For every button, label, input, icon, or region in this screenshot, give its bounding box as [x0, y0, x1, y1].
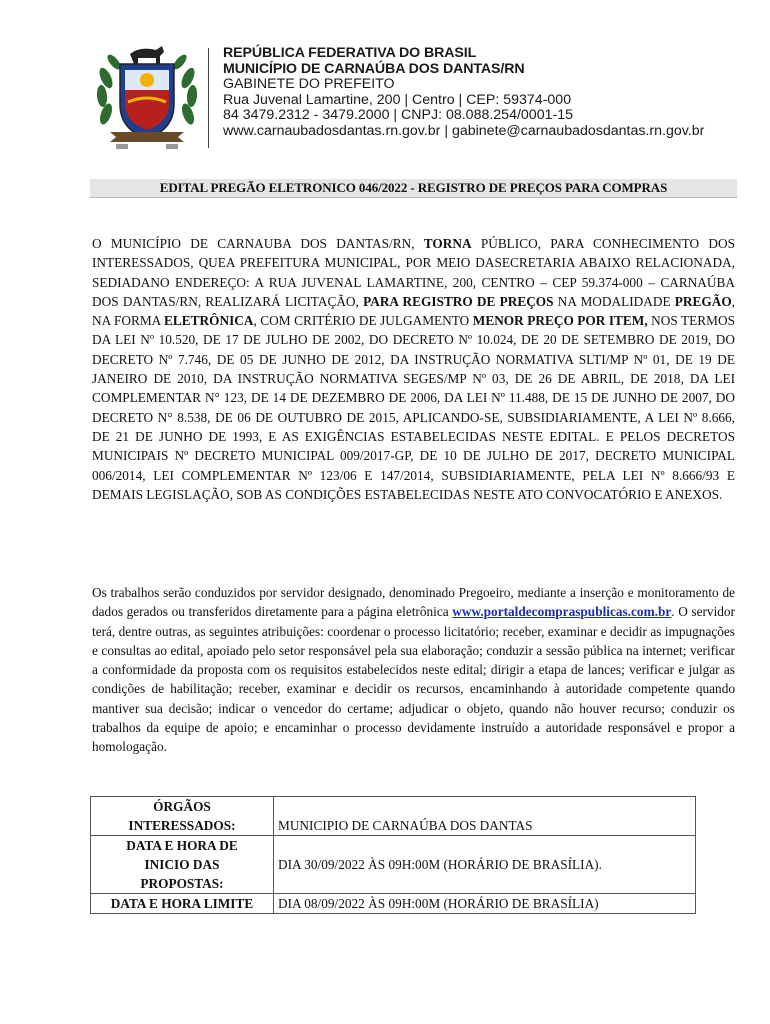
header-text [223, 46, 704, 139]
letterhead [92, 40, 752, 160]
table-value-cell: DIA 30/09/2022 ÀS 09H:00M (HORÁRIO DE BRASÍLIA). [274, 836, 696, 894]
header-office: GABINETE DO PREFEITO [223, 76, 395, 92]
intro-paragraph [92, 234, 735, 504]
document-title-bar [90, 179, 737, 198]
intro-bold-pregao: PREGÃO [674, 293, 732, 309]
table-label-cell: DATA E HORA LIMITE [91, 894, 274, 914]
intro-text-2: PÚBLICO, PARA CONHECIMENTO DOS INTERESSADOS, QUEA PREFEITURA MUNICIPAL, POR MEIO DASECRETARIA ABAIXO RELACIONADA, SEDIADANO ENDEREÇO: A RUA JUVENAL LAMARTINE, 200, CENTRO – CEP 59.374-000 – CARNAÚBA DOS DANTAS/RN, REALIZARÁ LICITAÇÃO, [92, 236, 735, 309]
header-republic: REPÚBLICA FEDERATIVA DO BRASIL [223, 45, 477, 61]
intro-bold-torna: TORNA [423, 236, 472, 251]
intro-text-4: , NA FORMA [92, 293, 735, 329]
label-line: DATA E HORA DE [126, 838, 238, 853]
table-value-cell: DIA 08/09/2022 ÀS 09H:00M (HORÁRIO DE BRASÍLIA) [274, 894, 696, 914]
intro-text-3: NA MODALIDADE [553, 293, 675, 309]
info-table [90, 796, 696, 914]
label-line: ÓRGÃOS [153, 799, 211, 814]
header-website-email: www.carnaubadosdantas.rn.gov.br | gabinete@carnaubadosdantas.rn.gov.br [223, 122, 705, 139]
table-label-cell [91, 797, 274, 836]
municipal-coat-of-arms-icon [92, 40, 202, 152]
header-address: Rua Juvenal Lamartine, 200 | Centro | CEP: 59374-000 [223, 91, 572, 108]
pregoeiro-paragraph [92, 583, 735, 757]
intro-bold-eletronica: ELETRÔNICA [164, 313, 254, 329]
document-title: EDITAL PREGÃO ELETRONICO 046/2022 - REGISTRO DE PREÇOS PARA COMPRAS [159, 180, 668, 195]
pregoeiro-text-2: . O servidor terá, dentre outras, as seguintes atribuições: coordenar o processo licitatório; receber, examinar e decidir as impugnações e consultas ao edital, apoiado pelo setor responsável pela sua elaboração; conduzir a sessão pública na internet; verificar a conformidade da proposta com os requisitos estabelecidos neste edital; dirigir a etapa de lances; verificar e julgar as condições de habilitação; receber, examinar e decidir os recursos, encaminhando à autoridade competente quando mantiver sua decisão; indicar o vencedor do certame; adjudicar o objeto, quando não houver recurso; conduzir os trabalhos da equipe de apoio; e encaminhar o processo devidamente instruído a autoridade responsável e propor a homologação. [92, 604, 735, 755]
header-divider [208, 48, 209, 148]
label-line: PROPOSTAS: [140, 876, 224, 891]
table-row [91, 894, 696, 914]
label-line: INICIO DAS [144, 857, 220, 872]
portal-link[interactable]: www.portaldecompraspublicas.com.br [452, 604, 672, 620]
header-phone-cnpj: 84 3479.2312 - 3479.2000 | CNPJ: 08.088.254/0001-15 [223, 107, 573, 123]
intro-text-5: , COM CRITÉRIO DE JULGAMENTO [253, 313, 473, 329]
label-line: INTERESSADOS: [128, 818, 236, 833]
intro-bold-registro: PARA REGISTRO DE PREÇOS [363, 293, 554, 309]
table-row [91, 836, 696, 894]
table-label-cell [91, 836, 274, 894]
pregoeiro-text-1: Os trabalhos serão conduzidos por servidor designado, denominado Pregoeiro, mediante a inserção e monitoramento de dados gerados ou transferidos diretamente para a página eletrônica [92, 585, 735, 620]
header-municipality: MUNICÍPIO DE CARNAÚBA DOS DANTAS/RN [223, 60, 525, 77]
intro-text-1: O MUNICÍPIO DE CARNAUBA DOS DANTAS/RN, [92, 236, 424, 251]
intro-text-6: NOS TERMOS DA LEI Nº 10.520, DE 17 DE JULHO DE 2002, DO DECRETO Nº 10.024, DE 20 DE SETEMBRO DE 2019, DO DECRETO Nº 7.746, DE 05 DE JUNHO DE 2012, DA INSTRUÇÃO NORMATIVA SLTI/MP Nº 01, DE 19 DE JANEIRO DE 2010, DA INSTRUÇÃO NORMATIVA SEGES/MP Nº 03, DE 26 DE ABRIL, DE 2018, DA LEI COMPLEMENTAR N° 123, DE 14 DE DEZEMBRO DE 2006, DA LEI Nº 11.488, DE 15 DE JUNHO DE 2007, DO DECRETO N° 8.538, DE 06 DE OUTUBRO DE 2015, APLICANDO-SE, SUBSIDIARIAMENTE, A LEI Nº 8.666, DE 21 DE JUNHO DE 1993, E AS EXIGÊNCIAS ESTABELECIDAS NESTE EDITAL. E PELOS DECRETOS MUNICIPAIS Nº DECRETO MUNICIPAL 009/2017-GP, DE 10 DE JULHO DE 2017, DECRETO MUNICIPAL 006/2014, LEI COMPLEMENTAR Nº 123/06 E 147/2014, SUBSIDIARIAMENTE, PELA LEI Nº 8.666/93 E DEMAIS LEGISLAÇÃO, SOB AS CONDIÇÕES ESTABELECIDAS NESTE ATO CONVOCATÓRIO E ANEXOS. [92, 313, 735, 502]
table-row [91, 797, 696, 836]
table-value-cell: MUNICIPIO DE CARNAÚBA DOS DANTAS [274, 797, 696, 836]
intro-bold-criterio: MENOR PREÇO POR ITEM, [472, 313, 648, 329]
